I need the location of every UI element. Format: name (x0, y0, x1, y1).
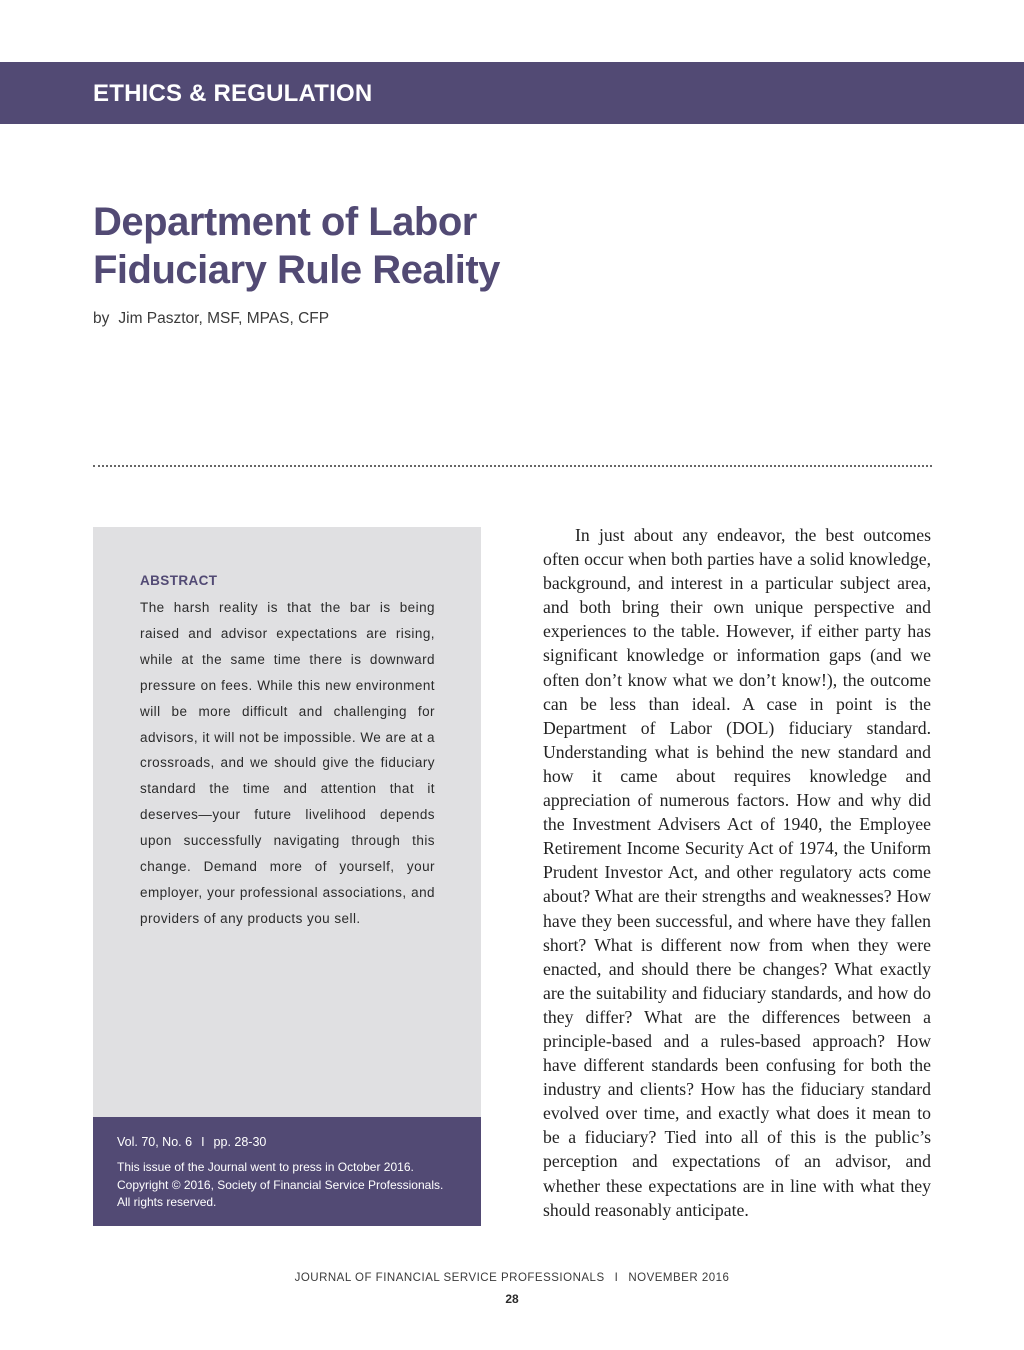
author-name: Jim Pasztor, MSF, MPAS, CFP (118, 310, 330, 327)
footer-journal-name: JOURNAL OF FINANCIAL SERVICE PROFESSIONALS (294, 1272, 605, 1284)
article-title (93, 198, 500, 294)
footer-date: NOVEMBER 2016 (628, 1272, 730, 1284)
copyright-note: Copyright © 2016, Society of Financial Service Professionals. (117, 1177, 444, 1192)
article-title-line-1: Department of Labor (93, 200, 477, 244)
rights-note: All rights reserved. (117, 1195, 217, 1209)
page-number: 28 (505, 1292, 519, 1306)
abstract-heading: ABSTRACT (140, 573, 218, 588)
issue-pages: pp. 28-30 (213, 1135, 267, 1149)
page-footer (0, 1270, 1024, 1286)
press-date-note: This issue of the Journal went to press in October 2016. (117, 1160, 414, 1174)
byline (93, 309, 329, 329)
dotted-divider (93, 465, 932, 467)
issue-volume: Vol. 70, No. 6 (117, 1135, 193, 1149)
section-label: ETHICS & REGULATION (93, 80, 373, 107)
footer-separator: I (614, 1272, 619, 1284)
issue-separator: I (201, 1135, 205, 1149)
body-paragraph: In just about any endeavor, the best outcomes often occur when both parties have a solid knowledge, background, and interest in a particular subject area, and both bring their own unique perspective and experiences to the table. However, if either party has significant knowledge or information gaps (and we often don’t know what we don’t know!), the outcome can be less than ideal. A case in point is the Department of Labor (DOL) fiduciary standard. Understanding what is behind the new standard and how it came about requires knowledge and appreciation of numerous factors. How and why did the Investment Advisers Act of 1940, the Employee Retirement Income Security Act of 1974, the Uniform Prudent Investor Act, and other regulatory acts come about? What are their strengths and weaknesses? How have they been successful, and where have they fallen short? What is different now from when they were enacted, and should there be changes? What exactly are the suitability and fiduciary standards, and how do they differ? What are the differences between a principle-based and a rules-based approach? How have different standards been confusing for both the industry and clients? How has the fiduciary standard evolved over time, and exactly what does it mean to be a fiduciary? Tied into all of this is the public’s perception and expectations of an advisor, and whether these expectations are in line with what they should reasonably anticipate. (543, 525, 931, 1220)
byline-prefix: by (93, 310, 110, 327)
article-title-line-2: Fiduciary Rule Reality (93, 248, 500, 292)
issue-citation (117, 1133, 266, 1151)
abstract-text: The harsh reality is that the bar is being raised and advisor expectations are rising, while at the same time there is downward pressure on fees. While this new environment will be more difficult and challenging for advisors, it will not be impossible. We are at a crossroads, and we should give the fiduciary standard the time and attention that it deserves—your future livelihood depends upon successfully navigating through this change. Demand more of yourself, your employer, your professional associations, and providers of any products you sell. (140, 600, 435, 926)
press-note (117, 1159, 472, 1212)
